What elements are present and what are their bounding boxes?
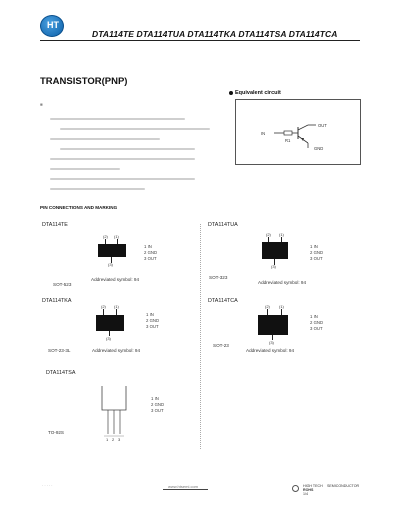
package-tua-pin3: (3)	[271, 264, 276, 269]
footer-left-text: · · · · ·	[42, 484, 53, 488]
package-tka-pin3: (3)	[106, 336, 111, 341]
package-tua-chip	[262, 242, 288, 259]
footer-logo-icon	[292, 485, 299, 492]
pin-item: 3 OUT	[310, 256, 323, 262]
footer-rohs: ROHS	[303, 488, 314, 492]
equivalent-circuit-title	[229, 90, 281, 96]
pin-item: 1 IN	[310, 244, 318, 249]
package-tka-name: DTA114TKA	[42, 298, 72, 304]
pin-item: 1 IN	[310, 314, 318, 319]
package-tka-type: SOT-23-3L	[48, 348, 71, 353]
package-te-pin-list	[144, 244, 157, 263]
package-tka-chip	[96, 315, 124, 331]
package-tca-pin-list	[310, 314, 323, 333]
package-tua-type: SOT-323	[209, 275, 228, 280]
package-te-name: DTA114TE	[42, 222, 68, 228]
package-tua-name: DTA114TUA	[208, 222, 238, 228]
pin-item: 2 GND	[144, 250, 158, 256]
pin-item: 2 GND	[151, 402, 165, 408]
pin-item: 3 OUT	[151, 408, 164, 414]
package-tca-type: SOT-23	[213, 343, 229, 348]
package-tsa-type: TO-92S	[48, 430, 64, 435]
package-tka-marking: Addreviated symbol: 94	[92, 348, 141, 353]
logo-text: HT	[47, 20, 59, 30]
circuit-r1-label: R1	[285, 138, 291, 143]
package-te-pin3: (3)	[108, 262, 113, 267]
package-te-pin1: (1)	[114, 234, 119, 239]
circuit-out-label: OUT	[318, 123, 327, 128]
header-divider	[40, 40, 360, 41]
feature-line	[50, 158, 195, 160]
pin-item: 3 OUT	[144, 256, 157, 262]
equivalent-circuit-label: Equivalent circuit	[235, 90, 281, 96]
company-logo	[40, 15, 64, 37]
package-tua-pin2: (2)	[266, 232, 271, 237]
pin-item: 1 IN	[146, 312, 154, 317]
equivalent-circuit-box	[235, 99, 361, 165]
package-tca-marking: Addreviated symbol: 94	[246, 348, 295, 353]
package-tsa-name: DTA114TSA	[46, 370, 76, 376]
package-tua-pin1: (1)	[279, 232, 284, 237]
pin-item: 3 OUT	[146, 324, 159, 330]
package-tua-pin-list	[310, 244, 323, 263]
package-tsa-lead3: 3	[118, 437, 121, 442]
footer-website[interactable]: www.htsemi.com	[168, 484, 199, 489]
package-tka-pin2: (2)	[101, 304, 106, 309]
pin-item: 2 GND	[310, 250, 324, 256]
pin-item: 1 IN	[151, 396, 159, 401]
feature-line	[50, 118, 185, 120]
package-te-chip	[98, 244, 126, 257]
pin-item: 2 GND	[310, 320, 324, 326]
package-tka-pin-list	[146, 312, 159, 331]
pin-item: 3 OUT	[310, 326, 323, 332]
pin-item: 2 GND	[146, 318, 160, 324]
footer-underline	[163, 489, 208, 490]
bullet-icon	[229, 91, 233, 95]
feature-line	[50, 188, 145, 190]
feature-line	[50, 138, 160, 140]
features-label: ■	[40, 102, 43, 107]
package-te-marking: Addreviated symbol: 94	[91, 277, 140, 282]
footer-cert-line: HIGH TECH	[303, 484, 323, 488]
package-tca-chip	[258, 315, 288, 335]
package-tca-name: DTA114TCA	[208, 298, 238, 304]
package-tsa-lead1: 1	[106, 437, 109, 442]
package-tca-pin1: (1)	[279, 304, 284, 309]
feature-line	[60, 128, 210, 130]
package-tsa-pin-list	[151, 396, 164, 415]
package-te-type: SOT-523	[53, 282, 72, 287]
package-tsa-lead2: 2	[112, 437, 115, 442]
package-te-pin2: (2)	[103, 234, 108, 239]
feature-line	[50, 178, 195, 180]
footer-right-text: SEMICONDUCTOR	[327, 484, 360, 488]
circuit-gnd-label: GND	[314, 146, 324, 151]
circuit-diagram	[236, 100, 360, 164]
feature-line	[60, 148, 195, 150]
circuit-in-label: IN	[261, 131, 266, 136]
package-tca-pin3: (3)	[269, 340, 274, 345]
package-tka-pin1: (1)	[114, 304, 119, 309]
footer-cert-block	[303, 484, 323, 496]
package-tsa-drawing	[98, 382, 146, 444]
pin-item: 1 IN	[144, 244, 152, 249]
footer-page: 1/4	[303, 492, 308, 496]
pin-connections-title: PIN CONNECTIONS AND MARKING	[40, 205, 118, 210]
package-tua-marking: Addreviated symbol: 94	[258, 280, 307, 285]
column-divider	[200, 224, 201, 449]
feature-line	[50, 168, 120, 170]
package-tca-pin2: (2)	[265, 304, 270, 309]
header-title: DTA114TE DTA114TUA DTA114TKA DTA114TSA DTA114TCA	[92, 29, 338, 39]
section-title: TRANSISTOR(PNP)	[40, 76, 128, 87]
